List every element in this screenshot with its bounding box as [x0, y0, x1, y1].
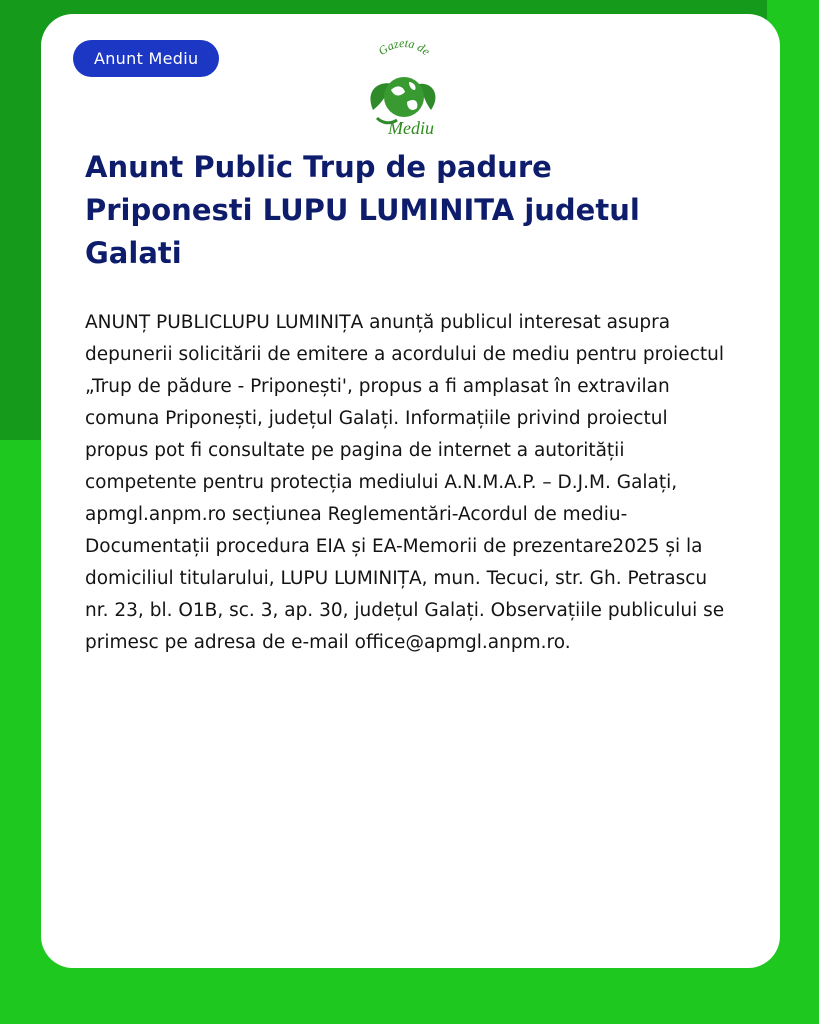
- globe-leaf-icon: [359, 40, 449, 140]
- article-title: Anunt Public Trup de padure Priponesti LUPU LUMINITA judetul Galati: [85, 150, 640, 270]
- gazeta-de-mediu-logo: [359, 40, 449, 140]
- announcement-card: [41, 14, 780, 968]
- category-badge[interactable]: Anunt Mediu: [73, 40, 219, 77]
- logo-bottom-text: Mediu: [388, 118, 434, 138]
- article-body: ANUNȚ PUBLICLUPU LUMINIȚA anunță publicul interesat asupra depunerii solicitării de emitere a acordului de mediu pentru proiectul „Trup de pădure - Priponești', propus a fi amplasat în extravilan comuna Priponești, județul Galați. Informațiile privind proiectul propus pot fi consultate pe pagina de internet a autorității competente pentru protecția mediului A.N.M.A.P. – D.J.M. Galați, apmgl.anpm.ro secțiunea Reglementări-Acordul de mediu-Documentații procedura EIA și EA-Memorii de prezentare2025 și la domiciliul titularului, LUPU LUMINIȚA, mun. Tecuci, str. Gh. Petrascu nr. 23, bl. O1B, sc. 3, ap. 30, județul Galați. Observațiile publicului se primesc pe adresa de e-mail office@apmgl.anpm.ro.: [85, 312, 725, 653]
- logo-top-text: Gazeta de: [375, 40, 433, 59]
